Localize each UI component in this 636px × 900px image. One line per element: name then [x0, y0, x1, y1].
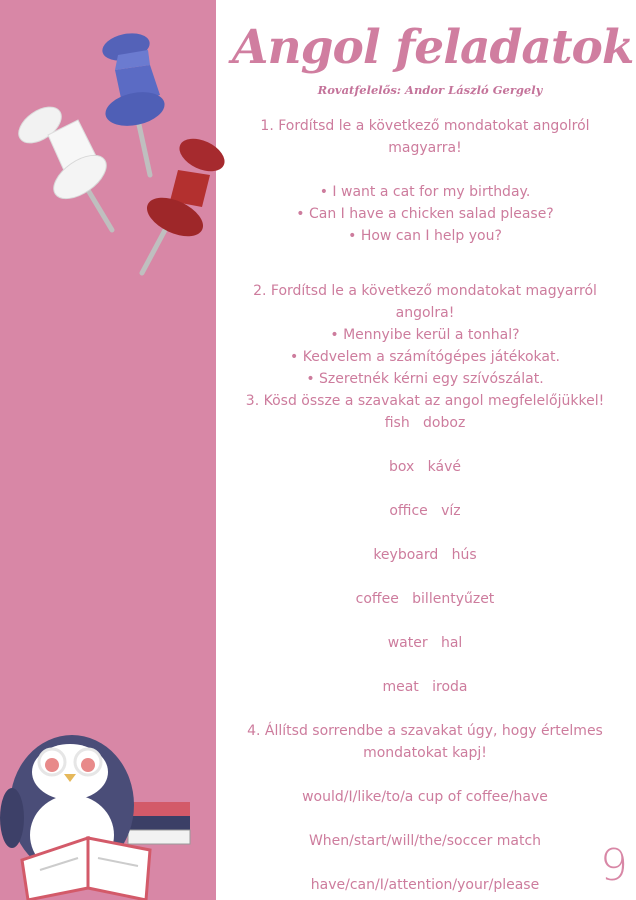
task-4-item: would/I/like/to/a cup of coffee/have: [302, 789, 548, 805]
task-3: [222, 390, 628, 698]
word-pair: water hal: [387, 635, 463, 651]
task-4-item: When/start/will/the/soccer match: [308, 833, 542, 849]
task-3-heading: 3. Kösd össze a szavakat az angol megfelelőjükkel!: [245, 393, 605, 409]
task-1-heading: 1. Fordítsd le a következő mondatokat angolról magyarra!: [260, 118, 590, 156]
word-pair: box kávé: [389, 459, 461, 475]
task-1: [222, 115, 628, 247]
word-pair: office víz: [389, 503, 461, 519]
task-1-item: • Can I have a chicken salad please?: [296, 206, 554, 222]
task-4-item: have/can/I/attention/your/please: [310, 877, 540, 893]
task-2: [222, 280, 628, 390]
white-push-pin-icon: [12, 100, 113, 230]
task-1-item: • How can I help you?: [348, 228, 502, 244]
word-pair: fish doboz: [384, 415, 466, 431]
word-pair: coffee billentyűzet: [355, 591, 495, 607]
column-editor-credit: Rovatfelelős: Andor László Gergely: [317, 83, 543, 97]
page-title: Angol feladatok: [232, 20, 634, 75]
word-pair: meat iroda: [382, 679, 468, 695]
word-pair: keyboard hús: [373, 547, 477, 563]
task-2-item: • Mennyibe kerül a tonhal?: [330, 327, 520, 343]
page-number: 9: [600, 840, 628, 891]
task-4: [222, 720, 628, 896]
task-2-item: • Szeretnék kérni egy szívószálat.: [306, 371, 544, 387]
task-1-item: • I want a cat for my birthday.: [319, 184, 531, 200]
task-2-item: • Kedvelem a számítógépes játékokat.: [290, 349, 560, 365]
task-4-heading: 4. Állítsd sorrendbe a szavakat úgy, hogy értelmes mondatokat kapj!: [247, 723, 603, 761]
book-stack-icon: [126, 802, 190, 844]
blue-push-pin-icon: [100, 29, 168, 175]
penguin-reading-illustration: [0, 710, 200, 900]
push-pins-illustration: [10, 25, 230, 285]
exercise-content: [222, 115, 628, 896]
red-push-pin-icon: [141, 132, 230, 273]
task-2-heading: 2. Fordítsd le a következő mondatokat magyarról angolra!: [253, 283, 597, 321]
